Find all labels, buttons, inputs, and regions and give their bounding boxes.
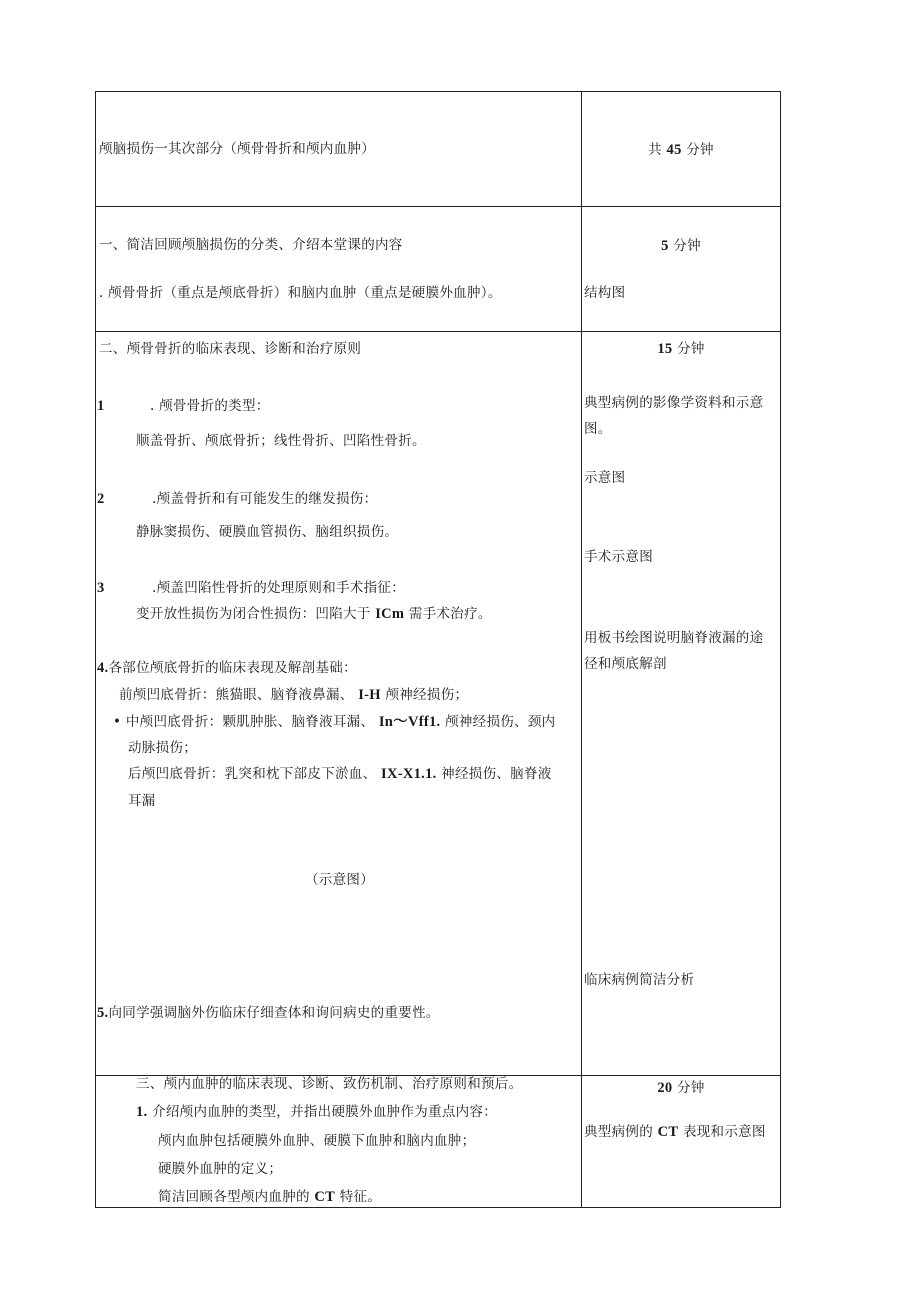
bullet-icon: • — [113, 714, 122, 730]
column-divider — [581, 92, 582, 1207]
item-body: 颅内血肿包括硬膜外血肿、硬膜下血肿和脑内血肿； — [158, 1133, 476, 1149]
row-divider — [96, 206, 780, 207]
item-number: 2 — [97, 491, 105, 507]
item-body: • 中颅凹底骨折：颗肌肿胀、脑脊液耳漏、 In～Vff1. 颅神经损伤、颈内 — [113, 714, 556, 730]
diagram-placeholder: （示意图） — [305, 872, 374, 888]
item-title: 5.向同学强调脑外伤临床仔细查体和询问病史的重要性。 — [97, 1005, 440, 1021]
section-one-heading: 一、简洁回顾颅脑损伤的分类、介绍本堂课的内容 — [99, 237, 403, 253]
item-title: .颅盖凹陷性骨折的处理原则和手术指征： — [152, 580, 405, 596]
section-three-duration: 20 分钟 — [657, 1080, 705, 1096]
item-body: 动脉损伤； — [128, 740, 197, 756]
item-body: 后颅凹底骨折：乳突和枕下部皮下淤血、 IX-X1.1. 神经损伤、脑脊液 — [128, 766, 552, 782]
teaching-note: 临床病例简洁分析 — [584, 972, 695, 988]
section-one-duration: 5 分钟 — [661, 238, 701, 254]
item-title: .颅盖骨折和有可能发生的继发损伤： — [152, 491, 378, 507]
item-body: 前颅凹底骨折：熊猫眼、脑脊液鼻漏、 I-H 颅神经损伤； — [119, 687, 469, 703]
teaching-note: 用板书绘图说明脑脊液漏的途径和颅底解剖 — [584, 630, 764, 672]
row-divider — [96, 331, 780, 332]
section-two-heading: 二、颅骨骨折的临床表现、诊断和治疗原则 — [99, 341, 362, 357]
teaching-note: 手术示意图 — [584, 549, 653, 565]
item-body: 变开放性损伤为闭合性损伤：凹陷大于 ICm 需手术治疗。 — [136, 606, 492, 622]
item-title: 4.各部位颅底骨折的临床表现及解剖基础： — [97, 660, 357, 676]
item-body: 静脉窦损伤、硬膜血管损伤、脑组织损伤。 — [136, 524, 399, 540]
total-duration: 共 45 分钟 — [648, 142, 714, 158]
item-title: 1. 介绍颅内血肿的类型，并指出硬膜外血肿作为重点内容： — [136, 1104, 498, 1120]
item-title: . 颅骨骨折的类型： — [150, 398, 270, 414]
lesson-title: 颅脑损伤一其次部分（颅骨骨折和颅内血肿） — [99, 141, 375, 157]
teaching-note: 示意图 — [584, 470, 626, 486]
item-body: 耳漏 — [128, 793, 156, 809]
section-three-heading: 三、颅内血肿的临床表现、诊断、致伤机制、治疗原则和预后。 — [136, 1076, 523, 1092]
item-body: 顺盖骨折、颅底骨折；线性骨折、凹陷性骨折。 — [136, 433, 426, 449]
item-number: 3 — [97, 580, 105, 596]
teaching-note: 典型病例的 CT 表现和示意图 — [584, 1124, 766, 1140]
item-body: 简洁回顾各型颅内血肿的 CT 特征。 — [158, 1189, 382, 1205]
teaching-note: 典型病例的影像学资料和示意图。 — [584, 395, 764, 437]
section-one-text: . 颅骨骨折（重点是颅底骨折）和脑内血肿（重点是硬膜外血肿）。 — [99, 285, 502, 301]
item-body: 硬膜外血肿的定义； — [158, 1161, 283, 1177]
item-number: 1 — [97, 398, 105, 414]
section-two-duration: 15 分钟 — [657, 341, 705, 357]
section-one-note: 结构图 — [584, 285, 626, 301]
